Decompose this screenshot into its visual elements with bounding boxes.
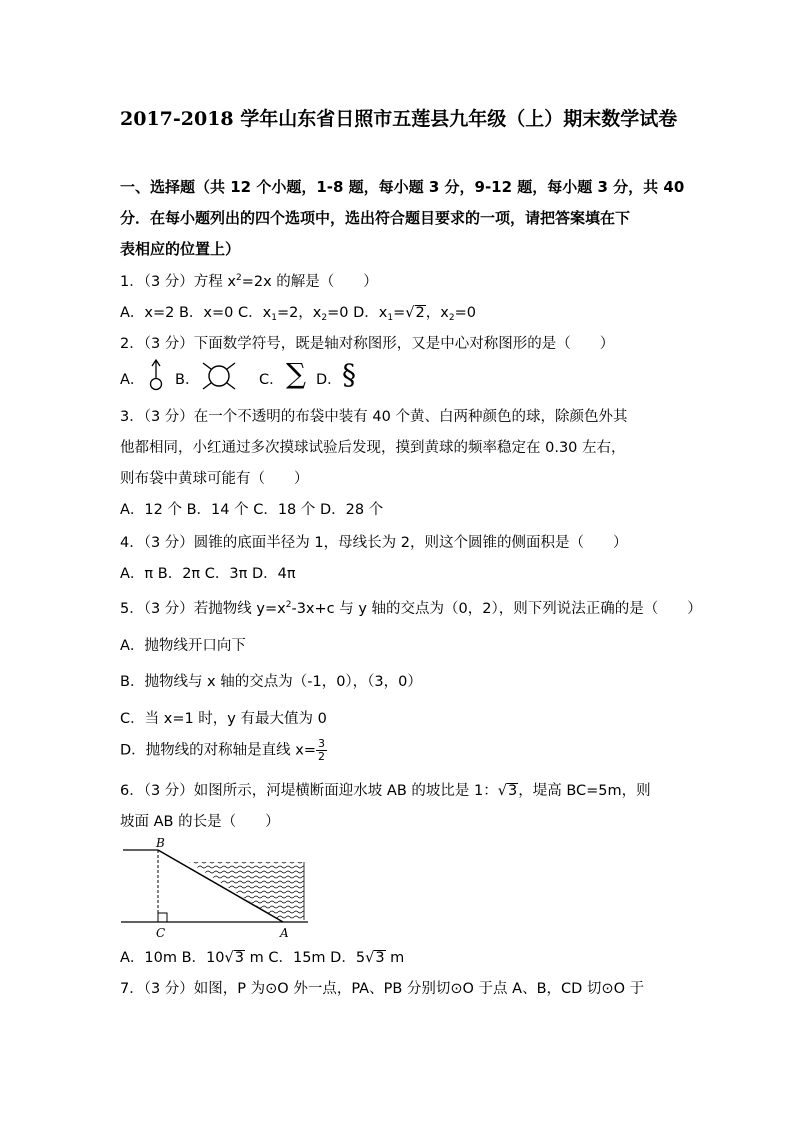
section-heading-line-1: 一、选择题（共 12 个小题，1-8 题，每小题 3 分，9-12 题，每小题 3 分，共 40 <box>120 178 685 196</box>
section-heading-line-3: 表相应的位置上） <box>120 240 241 258</box>
question-6-line-2: 坡面 AB 的长是（ ） <box>120 814 280 830</box>
up-arrow-circle-symbol-icon <box>146 358 166 392</box>
question-6-line-1: 6．（3 分）如图所示，河堤横断面迎水坡 AB 的坡比是 1：√3，堤高 BC=5m，则 <box>120 783 651 799</box>
question-2-option-b-label: B． <box>175 372 200 388</box>
question-1-stem: 1．（3 分）方程 $x^2=2x$ 的解是（ ） <box>120 273 378 290</box>
summation-symbol: ∑ <box>286 357 306 390</box>
question-4-stem: 4．（3 分）圆锥的底面半径为 1，母线长为 2，则这个圆锥的侧面积是（ ） <box>120 535 628 551</box>
point-b-label: B <box>156 836 165 850</box>
question-2-option-c-label: C． <box>259 372 284 388</box>
section-sign-symbol: § <box>342 358 356 391</box>
right-angle-mark <box>158 913 167 922</box>
section-heading-line-2: 分．在每小题列出的四个选项中，选出符合题目要求的一项，请把答案填在下 <box>120 209 631 227</box>
question-1-options: A．x=2 B．x=0 C．$x_1=2$，$x_2=0$ D．$x_1=√2$，$x_2=0$ <box>120 305 476 323</box>
astronomical-symbol-icon <box>201 361 237 391</box>
question-2-options: A． <box>120 372 145 388</box>
question-3-options: A．12 个 B．14 个 C．18 个 D．28 个 <box>120 502 384 518</box>
question-4-options: A．π B．2π C．3π D．4π <box>120 566 296 582</box>
question-5-option-c: C．当 x=1 时，y 有最大值为 0 <box>120 711 327 727</box>
question-3-line-1: 3．（3 分）在一个不透明的布袋中装有 40 个黄、白两种颜色的球，除颜色外其 <box>120 409 628 425</box>
question-5-option-a: A．抛物线开口向下 <box>120 638 246 654</box>
question-5-stem: 5．（3 分）若抛物线 $y=x^2-3x+c$ 与 y 轴的交点为（0，2），则下列说法正确的是（ ） <box>120 600 702 617</box>
question-7-line-1: 7．（3 分）如图，P 为⊙O 外一点，PA、PB 分别切⊙O 于点 A、B，CD 切⊙O 于 <box>120 981 645 997</box>
question-2-stem: 2．（3 分）下面数学符号，既是轴对称图形，又是中心对称图形的是（ ） <box>120 336 615 352</box>
question-3-line-2: 他都相同，小红通过多次摸球试验后发现，摸到黄球的频率稳定在 0.30 左右， <box>120 440 626 456</box>
water-hatching <box>178 860 308 922</box>
river-embankment-figure <box>118 834 318 940</box>
fraction-three-halves: $\frac{3}{2}$ <box>318 737 326 763</box>
question-6-options: A．10m B．10√3 m C．15m D．5√3 m <box>120 950 405 966</box>
point-a-label: A <box>280 926 289 940</box>
question-3-line-3: 则布袋中黄球可能有（ ） <box>120 471 309 487</box>
question-5-option-b: B．抛物线与 x 轴的交点为（-1，0），（3，0） <box>120 674 422 690</box>
question-5-option-d: D．抛物线的对称轴是直线 x= $\frac{3}{2}$ <box>120 737 326 763</box>
page-title: 2017-2018 学年山东省日照市五莲县九年级（上）期末数学试卷 <box>120 108 678 130</box>
question-2-option-d-label: D． <box>316 372 342 388</box>
point-c-label: C <box>156 926 166 940</box>
